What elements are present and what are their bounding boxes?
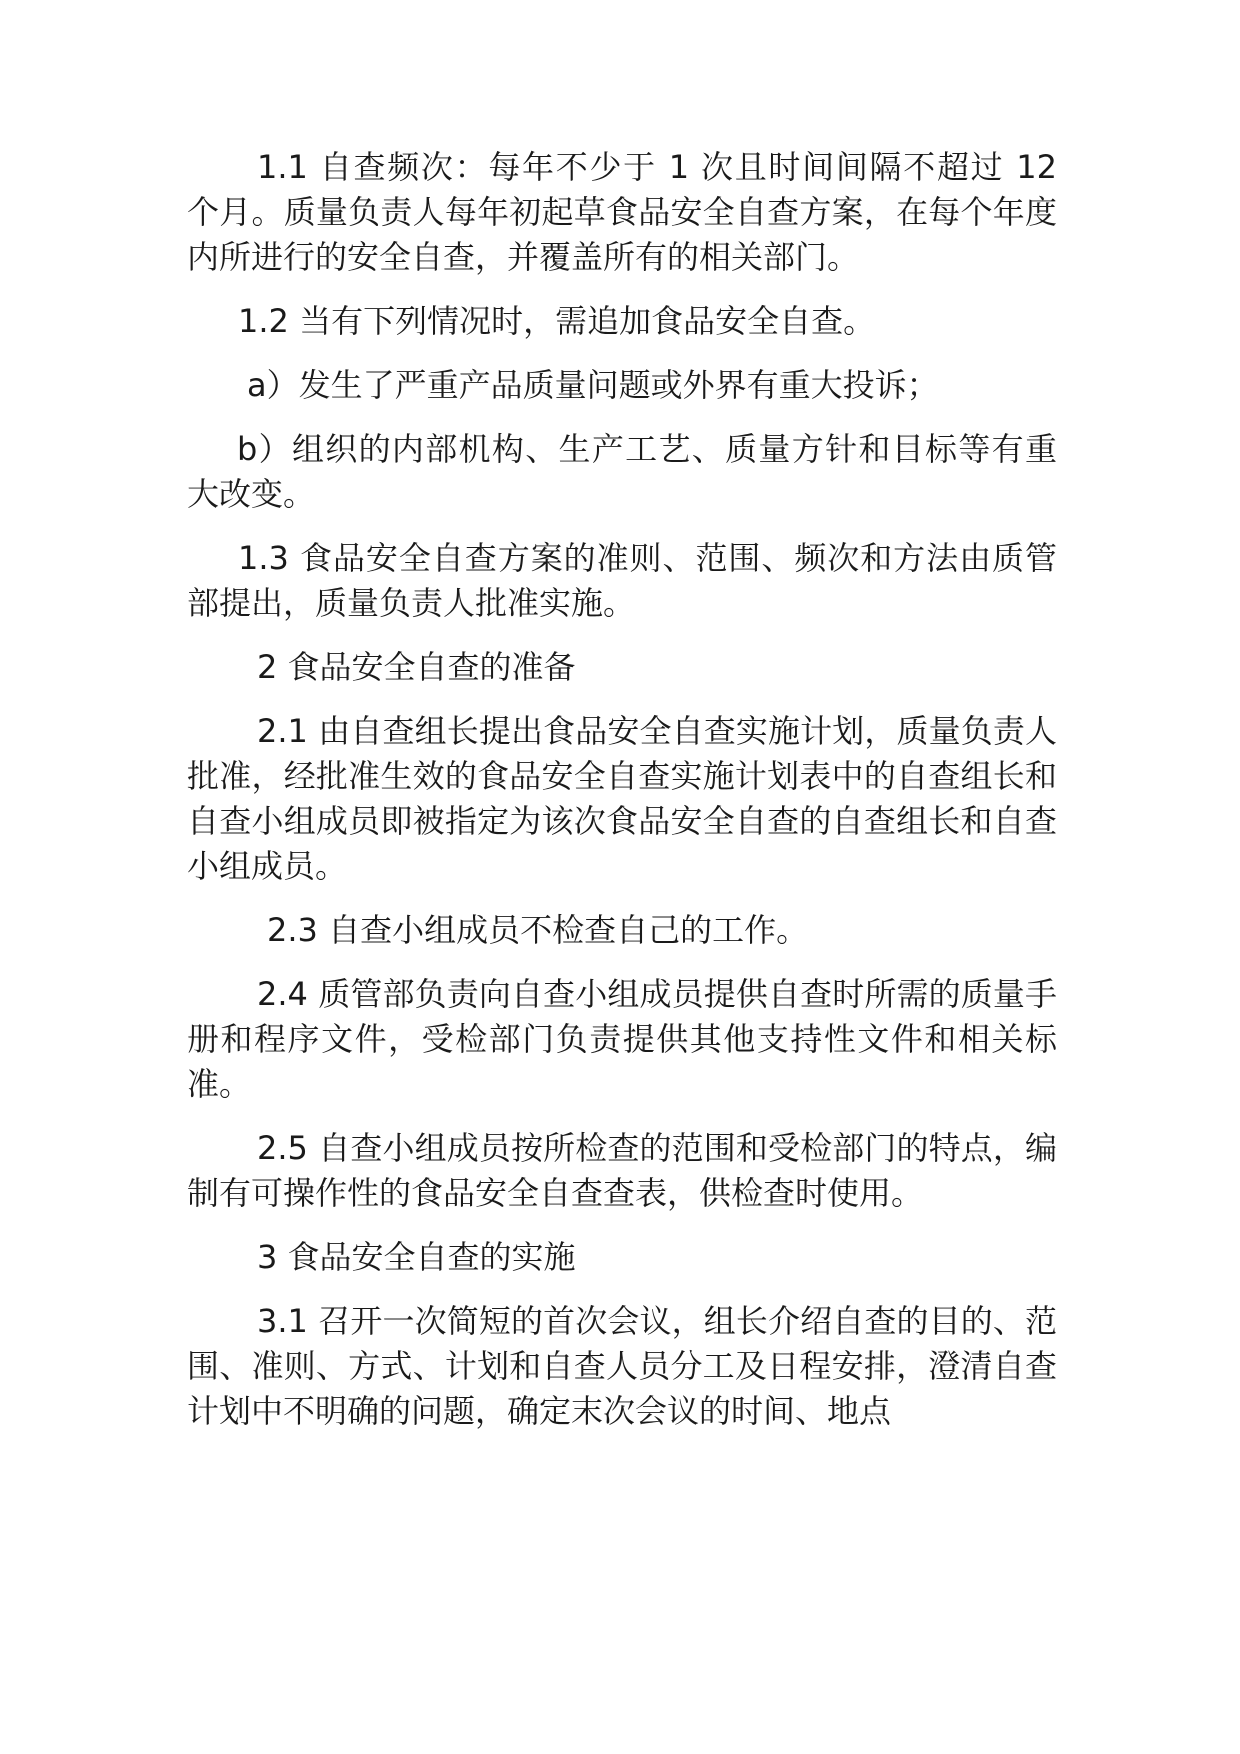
paragraph-2-4: 2.4 质管部负责向自查小组成员提供自查时所需的质量手册和程序文件，受检部门负责提供其他支持性文件和相关标准。 [187,975,1057,1103]
paragraph-2-1: 2.1 由自查组长提出食品安全自查实施计划，质量负责人批准，经批准生效的食品安全自查实施计划表中的自查组长和自查小组成员即被指定为该次食品安全自查的自查组长和自查小组成员。 [187,712,1057,885]
paragraph-1-1: 1.1 自查频次：每年不少于 1 次且时间间隔不超过 12 个月。质量负责人每年初起草食品安全自查方案，在每个年度内所进行的安全自查，并覆盖所有的相关部门。 [187,148,1057,276]
section-heading-2: 2 食品安全自查的准备 [257,648,576,686]
section-heading-3: 3 食品安全自查的实施 [257,1238,576,1276]
document-body [187,145,1057,1453]
paragraph-1-3: 1.3 食品安全自查方案的准则、范围、频次和方法由质管部提出，质量负责人批准实施。 [187,539,1057,622]
paragraph-1-2: 1.2 当有下列情况时，需追加食品安全自查。 [238,302,876,340]
list-item-a: a）发生了严重产品质量问题或外界有重大投诉； [247,366,939,404]
paragraph-2-3: 2.3 自查小组成员不检查自己的工作。 [267,911,809,949]
list-item-b: b）组织的内部机构、生产工艺、质量方针和目标等有重大改变。 [187,430,1057,513]
paragraph-2-5: 2.5 自查小组成员按所检查的范围和受检部门的特点，编制有可操作性的食品安全自查查表，供检查时使用。 [187,1129,1057,1212]
paragraph-3-1: 3.1 召开一次简短的首次会议，组长介绍自查的目的、范围、准则、方式、计划和自查人员分工及日程安排，澄清自查计划中不明确的问题，确定末次会议的时间、地点 [187,1302,1057,1430]
